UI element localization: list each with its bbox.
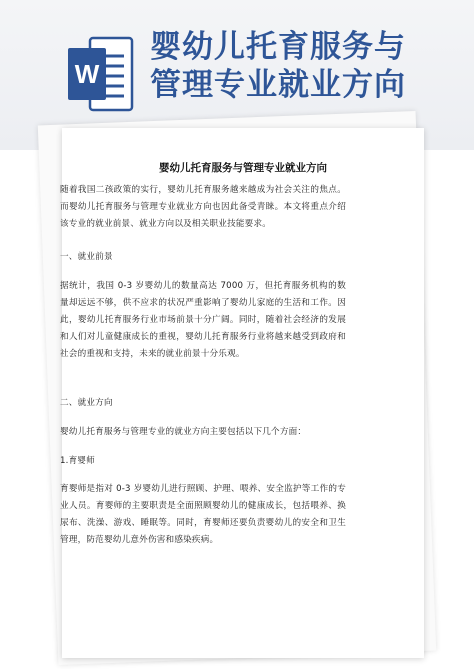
banner-title-line1: 婴幼儿托育服务与 — [150, 29, 406, 65]
subsection1-paragraph: 育婴师是指对 0-3 岁婴幼儿进行照顾、护理、喂养、安全监护等工作的专业人员。育婴师的主要职责是全面照顾婴幼儿的健康成长，包括喂养、换尿布、洗澡、游戏、睡眠等。同时，育婴师还要负责婴幼儿的安全和卫生管理，防范婴幼儿意外伤害和感染疾病。 — [60, 484, 346, 545]
section1-heading: 一、就业前景 — [60, 252, 113, 262]
section2-heading: 二、就业方向 — [60, 398, 113, 408]
section2-intro: 婴幼儿托育服务与管理专业的就业方向主要包括以下几个方面： — [60, 427, 307, 437]
intro-paragraph: 随着我国二孩政策的实行，婴幼儿托育服务越来越成为社会关注的焦点。而婴幼儿托育服务与管理专业就业方向也因此备受青睐。本文将重点介绍该专业的就业前景、就业方向以及相关职业技能要求。 — [60, 185, 346, 229]
word-document-icon — [68, 34, 134, 114]
section1-paragraph: 据统计，我国 0-3 岁婴幼儿的数量高达 7000 万，但托育服务机构的数量却远远不够，供不应求的状况严重影响了婴幼儿家庭的生活和工作。因此，婴幼儿托育服务行业市场前景十分广阔。同时，随着社会经济的发展和人们对儿童健康成长的重视，婴幼儿托育服务行业将越来越受到政府和社会的重视和支持，未来的就业前景十分乐观。 — [60, 281, 346, 359]
subsection1-heading: 1.育婴师 — [60, 456, 95, 466]
banner-title-line2: 管理专业就业方向 — [150, 67, 406, 103]
svg-text:W: W — [74, 59, 100, 89]
document-title: 婴幼儿托育服务与管理专业就业方向 — [159, 162, 327, 174]
